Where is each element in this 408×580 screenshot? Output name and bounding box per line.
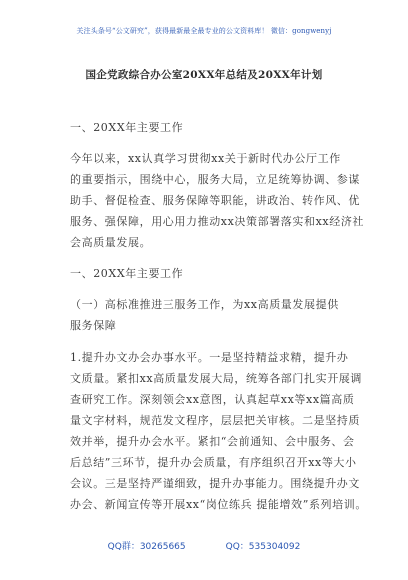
document-title: 国企党政综合办公室20XX年总结及20XX年计划	[85, 69, 323, 81]
paragraph-line: 量文字材料，规范发文程序，层层把关审核。二是坚持质	[70, 414, 360, 427]
header-notice: 关注头条号“公文研究”，获得最新最全最专业的公文资料库！ 微信：gongwenyj	[76, 27, 332, 35]
paragraph-line: 助手、督促检查、服务保障等职能，讲政治、转作风、优	[70, 194, 360, 207]
paragraph-line: 效并举，提升办会水平。紧扣“会前通知、会中服务、会	[70, 435, 355, 448]
paragraph-line: 服务、强保障，用心用力推动xx决策部署落实和xx经济社	[70, 215, 365, 228]
section-heading-1: 一、20XX年主要工作	[70, 121, 184, 134]
paragraph-line: 的重要指示，围绕中心，服务大局，立足统筹协调、参谋	[70, 173, 360, 186]
footer-qq-group: QQ群：30265665	[107, 542, 186, 552]
paragraph-line: 会议。三是坚持严谨细致，提升办事能力。围绕提升办文	[70, 477, 360, 490]
footer-qq: QQ：535304092	[225, 542, 301, 552]
subsection-heading: （一）高标准推进三服务工作，为xx高质量发展提供	[70, 298, 339, 311]
paragraph-line: 今年以来，xx认真学习贯彻xx关于新时代办公厅工作	[70, 152, 341, 165]
subsection-heading: 服务保障	[70, 319, 117, 332]
paragraph-line: 会高质量发展。	[70, 236, 152, 249]
section-heading-2: 一、20XX年主要工作	[70, 267, 184, 280]
paragraph-line: 1.提升办文办会办事水平。一是坚持精益求精，提升办	[70, 351, 349, 364]
paragraph-line: 办会、新闻宣传等开展xx“岗位练兵 提能增效”系列培训。	[70, 498, 367, 511]
paragraph-line: 文质量。紧扣xx高质量发展大局，统筹各部门扎实开展调	[70, 372, 363, 385]
paragraph-line: 后总结”三环节，提升办会质量，有序组织召开xx等大小	[70, 456, 357, 469]
paragraph-line: 查研究工作。深刻领会xx意图，认真起草xx等xx篇高质	[70, 393, 355, 406]
footer	[0, 539, 408, 552]
